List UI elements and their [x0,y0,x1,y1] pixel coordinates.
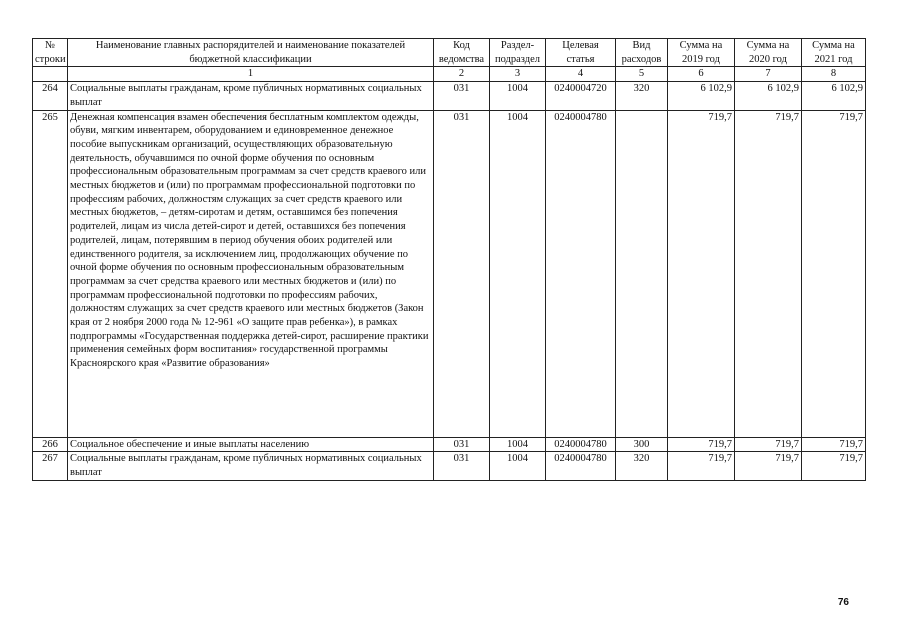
row-sum-2020: 719,7 [735,110,802,437]
row-name: Социальное обеспечение и иные выплаты населению [68,437,434,452]
column-number: 6 [668,67,735,82]
column-number: 4 [546,67,616,82]
row-sum-2021: 719,7 [802,437,866,452]
column-number-row [33,67,866,82]
column-number: 3 [490,67,546,82]
table-row [33,437,866,452]
column-number-empty [33,67,68,82]
row-sum-2019: 6 102,9 [668,82,735,110]
header-row-no: № строки [33,39,68,67]
column-number: 7 [735,67,802,82]
row-sum-2020: 719,7 [735,452,802,480]
row-dept-code: 031 [434,437,490,452]
budget-table [32,38,866,481]
header-sum-2021: Сумма на 2021 год [802,39,866,67]
header-target: Целевая статья [546,39,616,67]
header-name: Наименование главных распорядителей и наименование показателей бюджетной классификации [68,39,434,67]
page-number: 76 [837,597,849,608]
row-expense-type: 320 [616,452,668,480]
row-sum-2019: 719,7 [668,437,735,452]
row-section: 1004 [490,452,546,480]
column-number: 1 [68,67,434,82]
row-dept-code: 031 [434,82,490,110]
row-expense-type: 320 [616,82,668,110]
table-row [33,82,866,110]
column-number: 8 [802,67,866,82]
row-sum-2021: 719,7 [802,452,866,480]
row-target: 0240004780 [546,437,616,452]
row-name: Социальные выплаты гражданам, кроме публичных нормативных социальных выплат [68,452,434,480]
row-sum-2019: 719,7 [668,452,735,480]
row-sum-2021: 719,7 [802,110,866,437]
row-sum-2020: 6 102,9 [735,82,802,110]
header-row [33,39,866,67]
header-expense-type: Вид расходов [616,39,668,67]
row-target: 0240004780 [546,110,616,437]
row-section: 1004 [490,82,546,110]
row-number: 264 [33,82,68,110]
row-number: 266 [33,437,68,452]
row-section: 1004 [490,110,546,437]
header-sum-2019: Сумма на 2019 год [668,39,735,67]
row-expense-type [616,110,668,437]
row-section: 1004 [490,437,546,452]
row-sum-2020: 719,7 [735,437,802,452]
column-number: 2 [434,67,490,82]
row-number: 267 [33,452,68,480]
header-section: Раздел-подраздел [490,39,546,67]
row-target: 0240004720 [546,82,616,110]
column-number: 5 [616,67,668,82]
row-dept-code: 031 [434,110,490,437]
row-target: 0240004780 [546,452,616,480]
row-number: 265 [33,110,68,437]
row-name: Денежная компенсация взамен обеспечения бесплатным комплектом одежды, обуви, мягким инвентарем, оборудованием и единовременное денежное пособие выпускникам организаций, осуществляющих образовательную деятельность, обучавшимся по очной форме обучения по основным профессиональным образовательным программам за счет средств краевого или местных бюджетов и (или) по программам профессиональной подготовки по профессиям рабочих, должностям служащих за счет средств краевого или местных бюджетов, – детям-сиротам и детям, оставшимся без попечения родителей, лицам из числа детей-сирот и детей, оставшихся без попечения родителей, лицам, потерявшим в период обучения обоих родителей или единственного родителя, за исключением лиц, продолжающих обучение по очной форме обучения по основным профессиональным образовательным программам за счет средства краевого или местных бюджетов и (или) по программам профессиональной подготовки по профессиям рабочих, должностям служащих за счет средств краевого или местных бюджетов (Закон края от 2 ноября 2000 года № 12-961 «О защите прав ребенка»), в рамках подпрограммы «Государственная поддержка детей-сирот, расширение практики применения семейных форм воспитания» государственной программы Красноярского края «Развитие образования» [68,110,434,437]
table-row [33,110,866,437]
row-sum-2019: 719,7 [668,110,735,437]
row-expense-type: 300 [616,437,668,452]
header-dept-code: Код ведомства [434,39,490,67]
row-name: Социальные выплаты гражданам, кроме публичных нормативных социальных выплат [68,82,434,110]
row-dept-code: 031 [434,452,490,480]
row-sum-2021: 6 102,9 [802,82,866,110]
table-row [33,452,866,480]
header-sum-2020: Сумма на 2020 год [735,39,802,67]
